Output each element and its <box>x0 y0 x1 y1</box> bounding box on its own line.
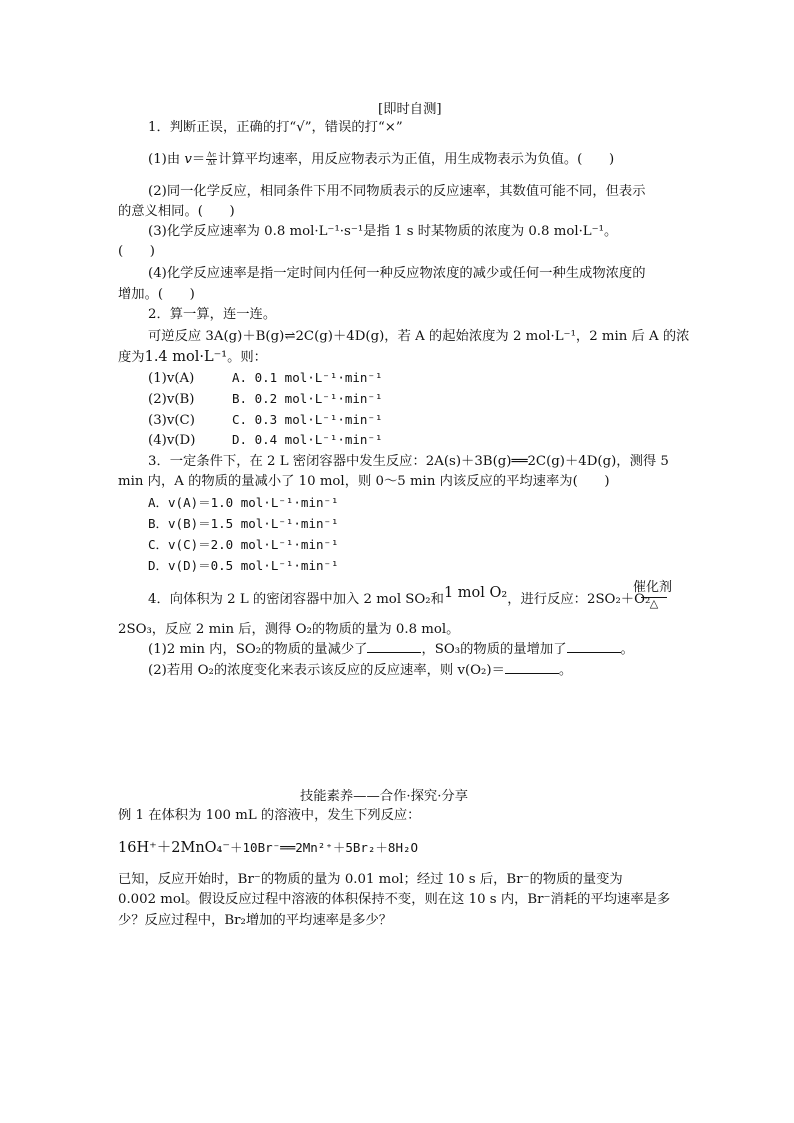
q4-sub-2-a: (2)若用 O₂的浓度变化来表示该反应的反应速率，则 v(O₂)＝ <box>148 663 505 678</box>
q4-sub-1-c: 。 <box>620 642 634 657</box>
q2-row-right: B. 0.2 mol·L⁻¹·min⁻¹ <box>232 391 383 406</box>
q2-line2-c: 。则： <box>227 350 267 365</box>
q2-line2 <box>118 347 267 368</box>
q1-item-1-text: 计算平均速率，用反应物表示为正值，用生成物表示为负值。( ) <box>218 152 615 167</box>
example-1-para-line1: 已知，反应开始时，Br⁻的物质的量为 0.01 mol；经过 10 s 后，Br⁻的物质的量变为 <box>118 872 623 887</box>
q1-title: 1．判断正误，正确的打“√”，错误的打“×” <box>148 120 403 135</box>
q2-row-2 <box>148 389 383 410</box>
q2-line2-a: 度为 <box>118 350 145 365</box>
reaction-arrow-condition <box>641 597 667 609</box>
q2-line1: 可逆反应 3A(g)＋B(g)⇌2C(g)＋4D(g)，若 A 的起始浓度为 2 mol·L⁻¹，2 min 后 A 的浓 <box>148 329 690 344</box>
q1-item-3-line2: ( ) <box>118 244 155 259</box>
q2-row-left: (3)v(C) <box>148 413 195 428</box>
q3-option-c: C．v(C)＝2.0 mol·L⁻¹·min⁻¹ <box>148 537 339 552</box>
example-1-equation <box>118 836 418 857</box>
fraction-denominator: Δt <box>207 159 216 167</box>
q1-item-4-line2: 增加。( ) <box>118 287 195 302</box>
q2-row-right: A. 0.1 mol·L⁻¹·min⁻¹ <box>232 370 383 385</box>
q3-option-a: A．v(A)＝1.0 mol·L⁻¹·min⁻¹ <box>148 495 339 510</box>
q1-item-2-line1: (2)同一化学反应，相同条件下用不同物质表示的反应速率，其数值可能不同，但表示 <box>148 184 646 199</box>
answer-blank-so3[interactable] <box>567 640 621 653</box>
q2-row-left: (4)v(D) <box>148 433 196 448</box>
q2-row-1 <box>148 368 383 389</box>
q1-item-1-prefix: (1)由 <box>148 152 185 167</box>
q3-line1: 3．一定条件下，在 2 L 密闭容器中发生反应：2A(s)＋3B(g)══2C(g)＋4D(g)，测得 5 <box>148 454 669 469</box>
section-title-self-test: [即时自测] <box>378 102 442 117</box>
equation-right: ＋10Br⁻══2Mn²⁺＋5Br₂＋8H₂O <box>230 840 419 855</box>
example-1-para-line3: 少？反应过程中，Br₂增加的平均速率是多少？ <box>118 913 393 928</box>
q4-line2: 2SO₃，反应 2 min 后，测得 O₂的物质的量为 0.8 mol。 <box>118 622 460 637</box>
q2-row-left: (2)v(B) <box>148 392 195 407</box>
q3-option-b: B．v(B)＝1.5 mol·L⁻¹·min⁻¹ <box>148 516 339 531</box>
fraction-numerator: Δc <box>207 151 217 159</box>
q1-item-4-line1: (4)化学反应速率是指一定时间内任何一种反应物浓度的减少或任何一种生成物浓度的 <box>148 266 646 281</box>
equation-left: 16H⁺＋2MnO₄⁻ <box>118 840 231 856</box>
q4-sub-2 <box>148 661 572 681</box>
q4-line1 <box>148 585 651 610</box>
q4-sub-1-a: (1)2 min 内，SO₂的物质的量减少了 <box>148 642 368 657</box>
delta-fraction <box>206 152 217 167</box>
q4-sub-2-b: 。 <box>558 663 573 678</box>
q1-item-1 <box>148 150 614 170</box>
q2-row-4 <box>148 430 383 451</box>
example-1-intro: 例 1 在体积为 100 mL 的溶液中，发生下列反应： <box>118 808 421 823</box>
q4-sub-1-b: ，SO₃的物质的量增加了 <box>421 642 567 657</box>
velocity-symbol: v <box>184 152 192 167</box>
q2-initial-concentration: 1.4 mol·L⁻¹ <box>144 349 228 365</box>
q1-item-3-line1: (3)化学反应速率为 0.8 mol·L⁻¹·s⁻¹是指 1 s 时某物质的浓度为 0.8 mol·L⁻¹。 <box>148 224 618 239</box>
q4-line1-c: ，进行反应：2SO₂＋O₂ <box>507 592 651 607</box>
example-1-para-line2: 0.002 mol。假设反应过程中溶液的体积保持不变，则在这 10 s 内，Br⁻消耗的平均速率是多 <box>118 892 671 907</box>
q3-option-d: D．v(D)＝0.5 mol·L⁻¹·min⁻¹ <box>148 558 339 573</box>
q3-line2: min 内，A 的物质的量减小了 10 mol，则 0～5 min 内该反应的平均速率为( ) <box>118 474 610 489</box>
q2-row-right: C. 0.3 mol·L⁻¹·min⁻¹ <box>232 412 383 427</box>
q1-item-2-line2: 的意义相同。( ) <box>118 204 235 219</box>
section-title-skills: 技能素养——合作·探究·分享 <box>300 789 469 804</box>
q2-row-3 <box>148 410 383 431</box>
catalyst-label: 催化剂 <box>633 580 673 595</box>
q4-sub-1 <box>148 640 634 660</box>
q2-row-left: (1)v(A) <box>148 371 195 386</box>
q4-oxygen-amount: 1 mol O₂ <box>443 585 508 601</box>
heat-symbol: △ <box>649 597 659 610</box>
q2-row-right: D. 0.4 mol·L⁻¹·min⁻¹ <box>232 432 383 447</box>
q2-title: 2．算一算，连一连。 <box>148 307 277 322</box>
answer-blank-so2[interactable] <box>367 640 421 653</box>
answer-blank-rate[interactable] <box>505 661 559 674</box>
equals-sign: ＝ <box>191 152 206 167</box>
q4-line1-a: 4．向体积为 2 L 的密闭容器中加入 2 mol SO₂和 <box>148 592 444 607</box>
